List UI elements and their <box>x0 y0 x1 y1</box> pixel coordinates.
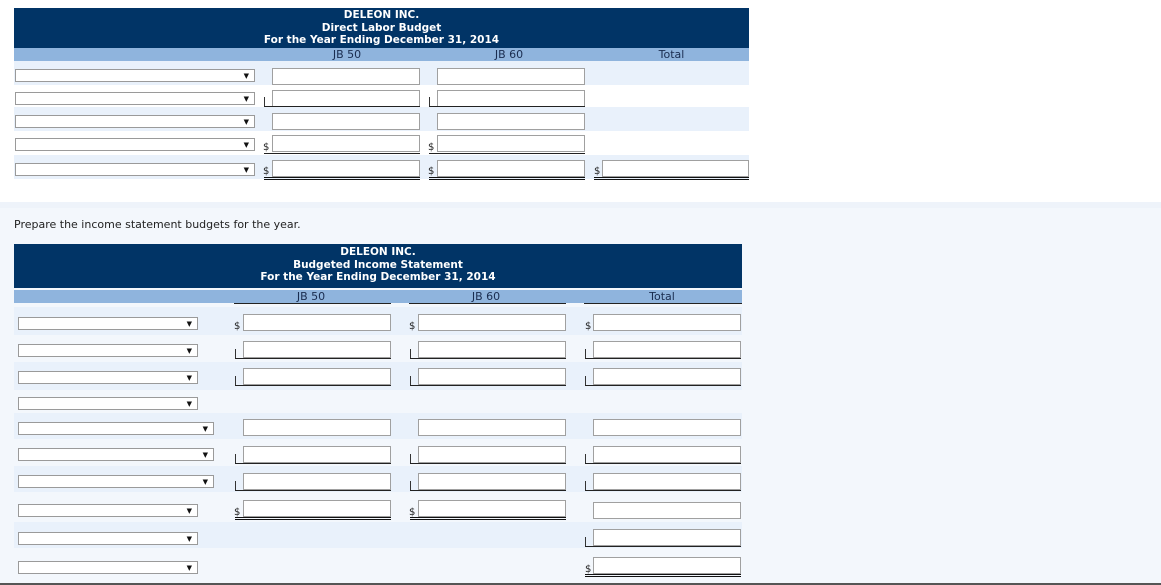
income-row-6-underline <box>235 463 391 464</box>
income-row-3-underline <box>585 385 741 386</box>
labor-row-2-underline <box>429 106 585 107</box>
income-row-3-total-input[interactable] <box>593 368 741 385</box>
income-row-1-jb50-dollar: $ <box>234 321 241 332</box>
labor-row-4-jb50-dollar: $ <box>263 142 270 153</box>
labor-row-2-jb50-input[interactable] <box>272 90 420 107</box>
labor-row-4-underline <box>429 153 585 154</box>
income-row-2-select[interactable] <box>18 344 198 357</box>
labor-total-double-underline <box>429 177 585 180</box>
income-row-1-jb60-dollar: $ <box>409 321 416 332</box>
income-row-7-underline <box>585 490 741 491</box>
income-row-2-underline <box>235 358 391 359</box>
income-row-6-underline <box>585 463 741 464</box>
labor-row-2-jb50-tick <box>264 97 265 106</box>
chevron-down-icon: ▼ <box>202 451 208 459</box>
income-row-3-underline <box>410 385 566 386</box>
income-row-6-jb50-input[interactable] <box>243 446 391 463</box>
labor-total-double-underline <box>264 177 420 180</box>
income-row-6-total-input[interactable] <box>593 446 741 463</box>
labor-title: Direct Labor Budget <box>321 21 442 34</box>
income-row-7-tick <box>585 481 586 490</box>
income-row-10-total-dollar: $ <box>585 564 592 575</box>
income-net-double-underline <box>585 574 741 577</box>
labor-row-2-jb60-input[interactable] <box>437 90 585 107</box>
chevron-down-icon: ▼ <box>186 374 192 382</box>
labor-row-4-jb60-input[interactable] <box>437 135 585 152</box>
income-row-7-underline <box>235 490 391 491</box>
income-row-8-double-underline <box>410 517 566 520</box>
income-col-jb50: JB 50 <box>296 290 326 303</box>
income-row-9-underline <box>585 546 741 547</box>
labor-row-2-select[interactable] <box>15 92 255 105</box>
income-company: DELEON INC. <box>340 246 416 258</box>
income-row-7-tick <box>410 481 411 490</box>
income-row-7-total-input[interactable] <box>593 473 741 490</box>
income-row-2-underline <box>585 358 741 359</box>
income-row-7-underline <box>410 490 566 491</box>
labor-column-header <box>14 48 749 61</box>
labor-row-5-jb50-dollar: $ <box>263 166 270 177</box>
instruction-text: Prepare the income statement budgets for the year. <box>14 218 301 231</box>
income-row-7-tick <box>235 481 236 490</box>
chevron-down-icon: ▼ <box>186 347 192 355</box>
income-row-2-jb50-input[interactable] <box>243 341 391 358</box>
chevron-down-icon: ▼ <box>186 507 192 515</box>
chevron-down-icon: ▼ <box>243 95 249 103</box>
income-header-underline <box>584 303 742 304</box>
labor-row-1-jb60-input[interactable] <box>437 68 585 85</box>
labor-row-5-jb60-input[interactable] <box>437 160 585 177</box>
labor-budget-header <box>14 8 749 49</box>
income-row-7-jb60-input[interactable] <box>418 473 566 490</box>
income-row-5-jb50-input[interactable] <box>243 419 391 436</box>
income-row-3-underline <box>235 385 391 386</box>
labor-row-5-select[interactable] <box>15 163 255 176</box>
income-row-1-jb60-input[interactable] <box>418 314 566 331</box>
income-row-6-jb60-input[interactable] <box>418 446 566 463</box>
labor-row-4-jb50-input[interactable] <box>272 135 420 152</box>
income-row-6-tick <box>585 454 586 463</box>
income-row-8-total-input[interactable] <box>593 502 741 519</box>
income-row-8-select[interactable] <box>18 504 198 517</box>
income-row-2-total-input[interactable] <box>593 341 741 358</box>
chevron-down-icon: ▼ <box>202 425 208 433</box>
chevron-down-icon: ▼ <box>243 72 249 80</box>
income-row-10-total-input[interactable] <box>593 557 741 574</box>
income-row-5-total-input[interactable] <box>593 419 741 436</box>
chevron-down-icon: ▼ <box>186 535 192 543</box>
labor-row-5-total-dollar: $ <box>594 166 601 177</box>
income-row-6-tick <box>235 454 236 463</box>
income-row-10-select[interactable] <box>18 561 198 574</box>
income-row-1-total-dollar: $ <box>585 321 592 332</box>
labor-row-4-jb60-dollar: $ <box>428 142 435 153</box>
income-row-7-select[interactable] <box>18 475 214 488</box>
income-header-underline <box>409 303 566 304</box>
chevron-down-icon: ▼ <box>243 166 249 174</box>
labor-row-4-select[interactable] <box>15 138 255 151</box>
labor-row-3-jb60-input[interactable] <box>437 113 585 130</box>
labor-company: DELEON INC. <box>343 9 420 21</box>
income-row-6-underline <box>410 463 566 464</box>
income-row-5-jb60-input[interactable] <box>418 419 566 436</box>
income-row-4-select[interactable] <box>18 397 198 410</box>
income-row-3-tick <box>585 376 586 385</box>
income-row-9-select[interactable] <box>18 532 198 545</box>
income-row-3-tick <box>235 376 236 385</box>
income-row-3-jb50-input[interactable] <box>243 368 391 385</box>
labor-row-4-underline <box>264 153 420 154</box>
income-row-8-double-underline <box>235 517 391 520</box>
labor-row-5-total-input[interactable] <box>602 160 749 177</box>
divider <box>0 202 1161 208</box>
chevron-down-icon: ▼ <box>243 141 249 149</box>
income-row-8-jb50-dollar: $ <box>234 507 241 518</box>
chevron-down-icon: ▼ <box>186 320 192 328</box>
labor-col-total: Total <box>658 48 685 61</box>
income-row-3-tick <box>410 376 411 385</box>
labor-row-1-jb50-input[interactable] <box>272 68 420 85</box>
income-row-6-select[interactable] <box>18 448 214 461</box>
income-row-9-tick <box>585 537 586 546</box>
chevron-down-icon: ▼ <box>243 118 249 126</box>
labor-row-5-jb60-dollar: $ <box>428 166 435 177</box>
labor-row-2-underline <box>264 106 420 107</box>
income-column-header <box>14 290 742 303</box>
income-period: For the Year Ending December 31, 2014 <box>260 271 496 283</box>
income-row-7-jb50-input[interactable] <box>243 473 391 490</box>
labor-total-double-underline <box>594 177 749 180</box>
chevron-down-icon: ▼ <box>186 564 192 572</box>
income-row-8-jb60-dollar: $ <box>409 507 416 518</box>
income-statement-header <box>14 244 742 288</box>
income-row-1-total-input[interactable] <box>593 314 741 331</box>
income-row-2-tick <box>235 349 236 358</box>
chevron-down-icon: ▼ <box>186 400 192 408</box>
income-row-2-jb60-input[interactable] <box>418 341 566 358</box>
labor-row-2-jb60-tick <box>429 97 430 106</box>
income-row-1-jb50-input[interactable] <box>243 314 391 331</box>
income-row-2-tick <box>585 349 586 358</box>
income-row-2-underline <box>410 358 566 359</box>
labor-row-3-select[interactable] <box>15 115 255 128</box>
labor-col-jb50: JB 50 <box>332 48 362 61</box>
income-title: Budgeted Income Statement <box>293 258 463 271</box>
labor-row-3-jb50-input[interactable] <box>272 113 420 130</box>
income-header-underline <box>234 303 391 304</box>
income-row-6-tick <box>410 454 411 463</box>
income-row-8-jb50-input[interactable] <box>243 500 391 517</box>
income-col-jb60: JB 60 <box>471 290 501 303</box>
income-row-1-select[interactable] <box>18 317 198 330</box>
income-col-total: Total <box>649 290 675 303</box>
chevron-down-icon: ▼ <box>202 478 208 486</box>
income-row-3-select[interactable] <box>18 371 198 384</box>
income-row-2-tick <box>410 349 411 358</box>
labor-row-5-jb50-input[interactable] <box>272 160 420 177</box>
labor-col-jb60: JB 60 <box>494 48 524 61</box>
labor-row-1-select[interactable] <box>15 69 255 82</box>
labor-period: For the Year Ending December 31, 2014 <box>263 34 500 46</box>
income-row-3-jb60-input[interactable] <box>418 368 566 385</box>
income-row-8-jb60-input[interactable] <box>418 500 566 517</box>
income-row-9-total-input[interactable] <box>593 529 741 546</box>
income-row-5-select[interactable] <box>18 422 214 435</box>
